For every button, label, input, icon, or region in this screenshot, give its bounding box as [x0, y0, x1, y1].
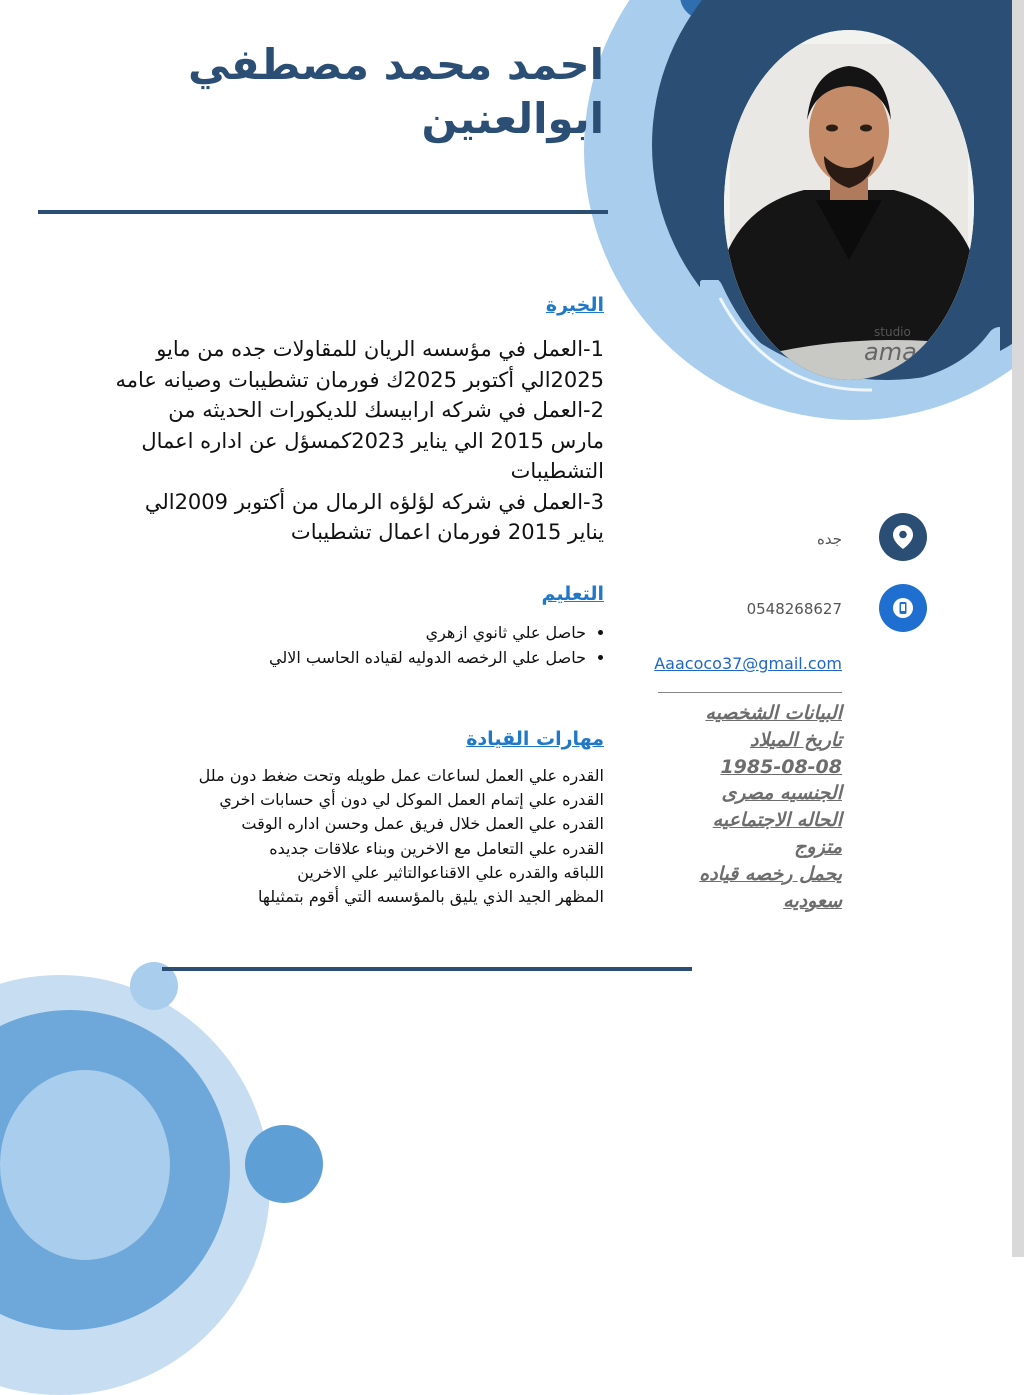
phone-text: 0548268627: [746, 600, 842, 618]
list-item: • حاصل علي الرخصه الدوليه لقياده الحاسب الالي: [66, 645, 586, 670]
leadership-list: [44, 764, 604, 909]
personal-divider: [658, 692, 842, 693]
education-list: [66, 620, 604, 670]
experience-line: مارس 2015 الي يناير 2023كمسؤل عن اداره اعمال: [141, 428, 604, 453]
studio-label: studio: [874, 325, 911, 339]
location-text: جده: [816, 530, 842, 548]
personal-line: الحاله الاجتماعيه: [712, 809, 842, 832]
leadership-title: مهارات القيادة: [466, 728, 604, 750]
circle-bottom-right: [245, 1125, 323, 1203]
skill-line: المظهر الجيد الذي يليق بالمؤسسه التي أقوم بتمثيلها: [258, 887, 604, 907]
page-title: [84, 38, 604, 146]
skill-line: القدره علي العمل لساعات عمل طويله وتحت ضغط دون ملل: [198, 766, 604, 785]
skill-line: اللباقه والقدره علي الاقناعوالتاثير علي الاخرين: [297, 862, 604, 882]
personal-line: تاريخ الميلاد: [749, 728, 842, 751]
skill-line: القدره علي إتمام العمل الموكل لي دون أي حسابات اخري: [219, 790, 604, 810]
studio-name: ama: [864, 338, 917, 366]
experience-line: التشطيبات: [510, 459, 604, 483]
email-link[interactable]: Aaacoco37@gmail.com: [654, 654, 842, 673]
header-divider: [38, 210, 608, 214]
education-title: التعليم: [541, 583, 604, 605]
experience-line: 2-العمل في شركه ارابيسك للديكورات الحديثه من: [168, 398, 604, 422]
experience-line: 3-العمل في شركه لؤلؤه الرمال من أكتوبر 2009الي: [144, 489, 604, 514]
personal-line: 1985-08-08: [720, 755, 842, 778]
light-circle-bottom-2: [0, 1070, 170, 1260]
experience-list: [34, 334, 604, 548]
experience-line: 1-العمل في مؤسسه الريان للمقاولات جده من مايو: [156, 337, 604, 361]
name-line-2: ابوالعنين: [421, 94, 604, 143]
list-item: • حاصل علي ثانوي ازهري: [66, 620, 586, 645]
page-edge: [1012, 0, 1024, 1257]
brush-ring-decoration: [700, 280, 1000, 420]
experience-line: 2025الي أكتوبر 2025ك فورمان تشطيبات وصيانه عامه: [115, 367, 604, 392]
skill-line: القدره علي التعامل مع الاخرين وبناء علاقات جديده: [269, 838, 604, 858]
footer-divider: [162, 967, 692, 971]
experience-line: يناير 2015 فورمان اعمال تشطيبات: [290, 520, 604, 544]
personal-line: يحمل رخصه قياده: [699, 862, 842, 885]
personal-line: البيانات الشخصيه: [705, 702, 842, 724]
personal-line: متزوج: [794, 835, 842, 858]
phone-icon: [879, 584, 927, 632]
skill-line: القدره علي العمل خلال فريق عمل وحسن اداره الوقت: [241, 814, 604, 834]
personal-line: سعوديه: [783, 889, 842, 912]
personal-line: الجنسيه مصرى: [721, 782, 842, 805]
location-icon: [879, 513, 927, 561]
name-line-1: احمد محمد مصطفي: [187, 40, 604, 89]
experience-title: الخبرة: [545, 294, 604, 316]
personal-info: [642, 700, 842, 914]
